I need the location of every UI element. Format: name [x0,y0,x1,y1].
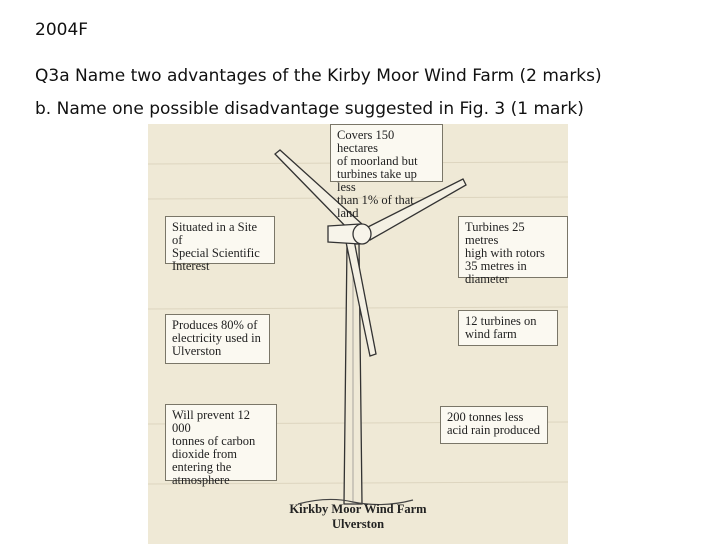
turbine-blade-right [362,179,466,240]
question-code: 2004F [35,20,89,40]
callout-land-area: Covers 150 hectares of moorland but turbines take up less than 1% of that land [330,124,443,182]
wind-farm-figure [148,124,568,544]
question-3a: Q3a Name two advantages of the Kirby Moor Wind Farm (2 marks) [35,66,602,86]
question-3b: b. Name one possible disadvantage suggested in Fig. 3 (1 mark) [35,99,584,119]
callout-carbon-dioxide: Will prevent 12 000 tonnes of carbon dioxide from entering the atmosphere [165,404,277,481]
figure-caption-title: Kirkby Moor Wind Farm [289,502,427,516]
callout-number-of-turbines: 12 turbines on wind farm [458,310,558,346]
callout-electricity-produced: Produces 80% of electricity used in Ulverston [165,314,270,364]
turbine-hub [353,224,371,244]
callout-turbine-size: Turbines 25 metres high with rotors 35 metres in diameter [458,216,568,278]
callout-site-special-scientific-interest: Situated in a Site of Special Scientific Interest [165,216,275,264]
figure-caption-location: Ulverston [331,517,385,531]
callout-acid-rain: 200 tonnes less acid rain produced [440,406,548,444]
